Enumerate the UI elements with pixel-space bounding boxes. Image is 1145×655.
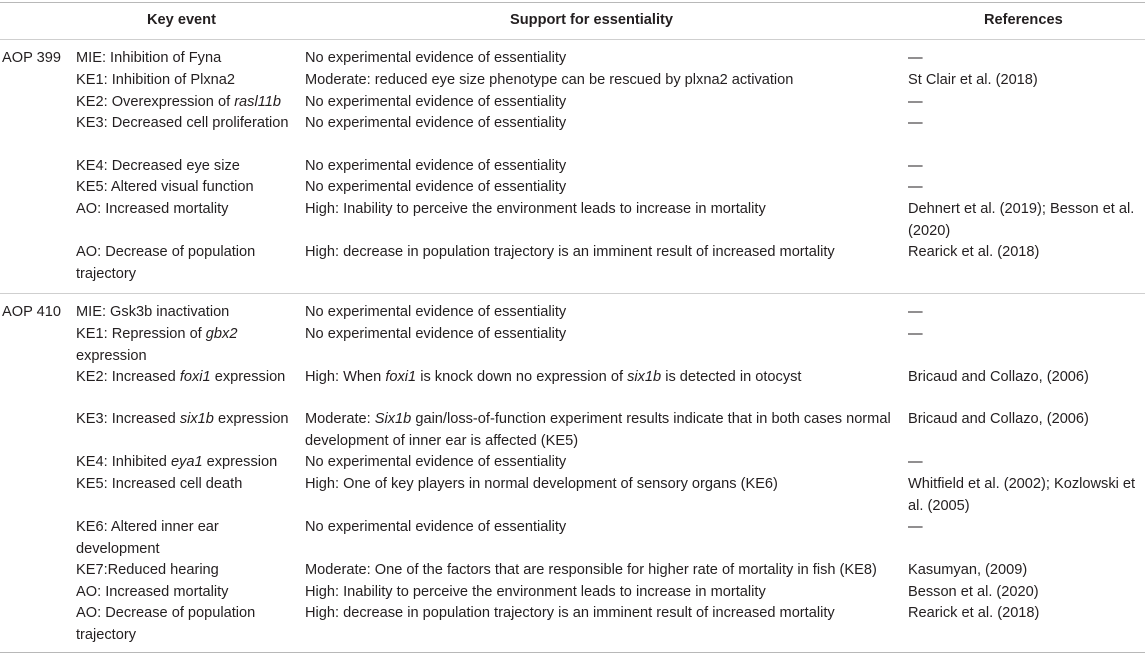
text-segment: No experimental evidence of essentiality	[305, 94, 567, 110]
text-segment: expression	[213, 411, 289, 427]
italic-gene-name: six1b	[627, 369, 662, 385]
key-event-cell	[76, 452, 292, 474]
support-cell	[305, 242, 893, 264]
text-segment: High: When	[305, 369, 386, 385]
reference-cell: Kasumyan, (2009)	[908, 562, 1028, 578]
text-segment: High: decrease in population trajectory is an imminent result of increased mortality	[305, 244, 835, 260]
support-cell	[305, 156, 893, 178]
support-cell	[305, 92, 893, 114]
reference-cell: —	[908, 158, 923, 174]
text-segment: MIE: Inhibition of Fyna	[76, 50, 222, 66]
reference-cell: Besson et al. (2020)	[908, 584, 1039, 600]
text-segment: No experimental evidence of essentiality	[305, 179, 567, 195]
text-segment: KE1: Repression of	[76, 326, 206, 342]
text-segment: expression	[202, 454, 278, 470]
support-cell	[305, 177, 893, 199]
support-cell	[305, 517, 893, 539]
key-event-cell	[76, 474, 292, 496]
support-cell	[305, 367, 893, 389]
text-segment: AO: Decrease of population trajectory	[76, 605, 256, 643]
text-segment: KE6: Altered inner ear development	[76, 519, 219, 557]
key-event-cell	[76, 199, 292, 221]
text-segment: gain/loss-of-function experiment results indicate that in both cases normal development of inner ear is affected (KE5)	[305, 411, 891, 449]
text-segment: KE4: Inhibited	[76, 454, 171, 470]
reference-cell: —	[908, 326, 923, 342]
key-event-cell	[76, 603, 292, 646]
text-segment: No experimental evidence of essentiality	[305, 115, 567, 131]
text-segment: KE3: Decreased cell proliferation	[76, 115, 289, 131]
reference-cell: —	[908, 454, 923, 470]
key-event-cell	[76, 560, 292, 582]
table-top-rule	[0, 2, 1145, 3]
support-cell	[305, 199, 893, 221]
key-event-cell	[76, 177, 292, 199]
text-segment: MIE: Gsk3b inactivation	[76, 304, 230, 320]
reference-cell: Bricaud and Collazo, (2006)	[908, 411, 1089, 427]
text-segment: No experimental evidence of essentiality	[305, 519, 567, 535]
reference-cell: —	[908, 50, 923, 66]
support-cell	[305, 324, 893, 346]
text-segment: Moderate:	[305, 411, 375, 427]
support-cell	[305, 582, 893, 604]
reference-cell: Dehnert et al. (2019); Besson et al. (2020)	[908, 201, 1135, 239]
text-segment: High: Inability to perceive the environment leads to increase in mortality	[305, 584, 766, 600]
reference-cell: —	[908, 179, 923, 195]
text-segment: is detected in otocyst	[661, 369, 802, 385]
text-segment: High: decrease in population trajectory is an imminent result of increased mortality	[305, 605, 835, 621]
key-event-cell	[76, 409, 292, 431]
key-event-cell	[76, 517, 292, 560]
key-event-cell	[76, 324, 292, 367]
reference-cell: Rearick et al. (2018)	[908, 244, 1040, 260]
key-event-cell	[76, 242, 292, 285]
text-segment: AO: Increased mortality	[76, 201, 229, 217]
text-segment: KE1: Inhibition of Plxna2	[76, 72, 236, 88]
key-event-cell	[76, 70, 292, 92]
text-segment: High: Inability to perceive the environment leads to increase in mortality	[305, 201, 766, 217]
italic-gene-name: Six1b	[374, 411, 412, 427]
support-cell	[305, 70, 893, 92]
text-segment: KE2: Overexpression of	[76, 94, 235, 110]
header-key-event: Key event	[147, 12, 216, 28]
key-event-cell	[76, 48, 292, 70]
reference-cell: —	[908, 115, 923, 131]
support-cell	[305, 48, 893, 70]
key-event-cell	[76, 156, 292, 178]
reference-cell: Whitfield et al. (2002); Kozlowski et al. (2005)	[908, 476, 1136, 514]
text-segment: Moderate: reduced eye size phenotype can be rescued by plxna2 activation	[305, 72, 794, 88]
text-segment: KE3: Increased	[76, 411, 180, 427]
italic-gene-name: gbx2	[205, 326, 238, 342]
italic-gene-name: six1b	[179, 411, 214, 427]
table-bottom-rule	[0, 652, 1145, 653]
text-segment: KE2: Increased	[76, 369, 180, 385]
reference-cell: Rearick et al. (2018)	[908, 605, 1040, 621]
support-cell	[305, 603, 893, 625]
key-event-cell	[76, 582, 292, 604]
aop-label: AOP 399	[2, 50, 61, 66]
text-segment: Moderate: One of the factors that are responsible for higher rate of mortality in fish (KE8)	[305, 562, 877, 578]
text-segment: expression	[210, 369, 286, 385]
reference-cell: Bricaud and Collazo, (2006)	[908, 369, 1089, 385]
text-segment: No experimental evidence of essentiality	[305, 454, 567, 470]
key-event-cell	[76, 92, 292, 114]
italic-gene-name: rasl11b	[234, 94, 281, 110]
text-segment: KE7:Reduced hearing	[76, 562, 219, 578]
support-cell	[305, 474, 893, 496]
text-segment: No experimental evidence of essentiality	[305, 326, 567, 342]
header-support-for-essentiality: Support for essentiality	[510, 12, 673, 28]
support-cell	[305, 452, 893, 474]
header-references: References	[984, 12, 1063, 28]
key-event-cell	[76, 302, 292, 324]
text-segment: No experimental evidence of essentiality	[305, 158, 567, 174]
key-event-cell	[76, 367, 292, 389]
text-segment: No experimental evidence of essentiality	[305, 304, 567, 320]
text-segment: KE5: Increased cell death	[76, 476, 243, 492]
text-segment: AO: Increased mortality	[76, 584, 229, 600]
italic-gene-name: eya1	[170, 454, 203, 470]
reference-cell: —	[908, 304, 923, 320]
text-segment: KE5: Altered visual function	[76, 179, 254, 195]
text-segment: KE4: Decreased eye size	[76, 158, 240, 174]
key-event-cell	[76, 113, 292, 135]
support-cell	[305, 113, 893, 135]
text-segment: expression	[76, 347, 147, 364]
text-segment: AO: Decrease of population trajectory	[76, 244, 256, 282]
reference-cell: —	[908, 94, 923, 110]
support-cell	[305, 560, 893, 582]
support-cell	[305, 409, 893, 452]
text-segment: is knock down no expression of	[416, 369, 628, 385]
reference-cell: St Clair et al. (2018)	[908, 72, 1038, 88]
header-rule	[0, 39, 1145, 40]
group-separator-rule	[0, 293, 1145, 294]
text-segment: No experimental evidence of essentiality	[305, 50, 567, 66]
reference-cell: —	[908, 519, 923, 535]
support-cell	[305, 302, 893, 324]
italic-gene-name: foxi1	[179, 369, 211, 385]
aop-label: AOP 410	[2, 304, 61, 320]
italic-gene-name: foxi1	[385, 369, 417, 385]
text-segment: High: One of key players in normal development of sensory organs (KE6)	[305, 476, 778, 492]
